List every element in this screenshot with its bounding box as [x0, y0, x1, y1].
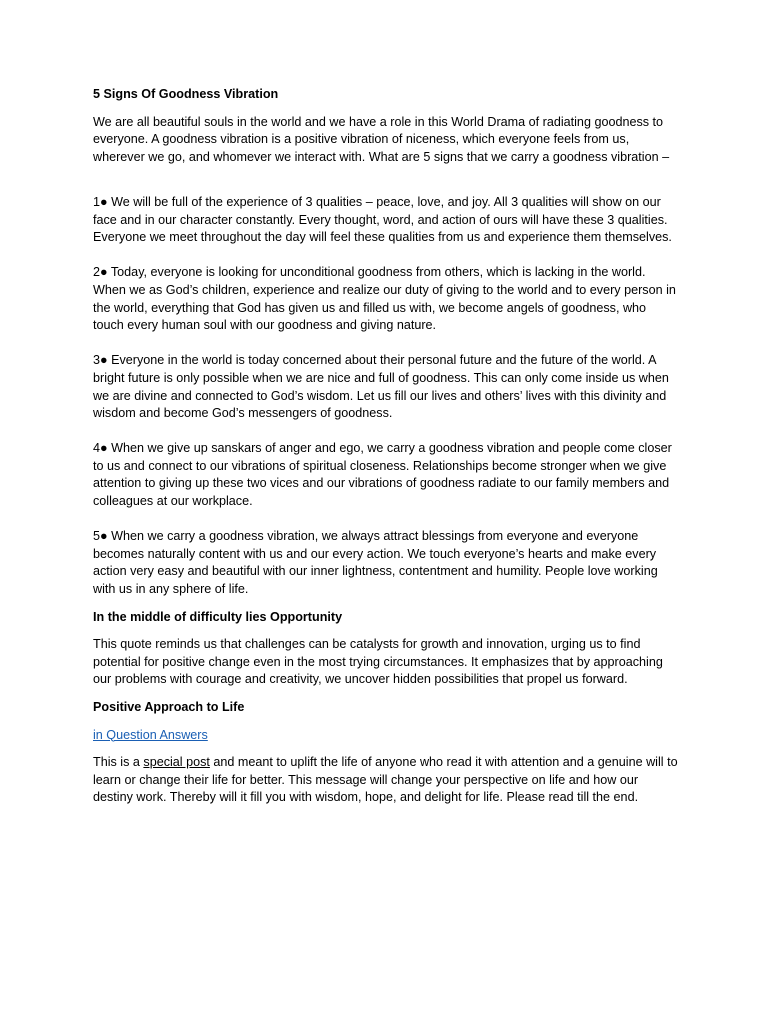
approach-body: [93, 754, 678, 807]
article-title: 5 Signs Of Goodness Vibration: [93, 87, 279, 101]
document-page: [93, 86, 678, 817]
point-5: 5● When we carry a goodness vibration, we always attract blessings from everyone and everyone becomes naturally content with us and our every action. We touch everyone’s hearts and make every action very easy and beautiful with our inner lightness, contentment and humility. People love working with us in any sphere of life.: [93, 529, 658, 597]
spacer: [93, 335, 678, 353]
category-link[interactable]: in Question Answers: [93, 727, 208, 742]
quote-heading: In the middle of difficulty lies Opportunity: [93, 609, 343, 624]
point-4: 4● When we give up sanskars of anger and ego, we carry a goodness vibration and people come closer to us and connect to our vibrations of spiritual closeness. Relationships become stronger when we give attention to giving up these two vices and our vibrations of goodness radiate to our family members and colleagues at our workplace.: [93, 441, 672, 509]
spacer: [93, 511, 678, 529]
point-1: 1● We will be full of the experience of 3 qualities – peace, love, and joy. All 3 qualities will show on our face and in our character constantly. Every thought, word, and action of ours will have these 3 qualities. Everyone we meet throughout the day will feel these qualities from us and experience them themselves.: [93, 194, 672, 245]
approach-body-start: This is a: [93, 755, 144, 770]
approach-heading: Positive Approach to Life: [93, 700, 245, 714]
point-2: 2● Today, everyone is looking for unconditional goodness from others, which is lacking in the world. When we as God’s children, experience and realize our duty of giving to the world and to every person in the world, everything that God has given us and filled us with, we become angels of goodness, who touch every human soul with our goodness and giving nature.: [93, 265, 676, 333]
category-link-line: [93, 727, 678, 745]
spacer: [93, 423, 678, 441]
article-intro: We are all beautiful souls in the world and we have a role in this World Drama of radiating goodness to everyone. A goodness vibration is a positive vibration of niceness, which everyone feels from us, wherever we go, and whomever we interact with. What are 5 signs that we carry a goodness vibration –: [93, 114, 670, 164]
spacer: [93, 176, 678, 194]
approach-body-rest: and meant to uplift the life of anyone who read it with attention and a genuine will to learn or change their life for better. This message will change your perspective on life and how our destiny work. Thereby will it fill you with wisdom, hope, and delight for life. Please read till the end.: [93, 755, 678, 805]
spacer: [93, 247, 678, 265]
special-post-text: special post: [143, 755, 210, 770]
quote-body: This quote reminds us that challenges can be catalysts for growth and innovation, urging us to find potential for positive change even in the most trying circumstances. It emphasizes that by approaching our problems with courage and creativity, we uncover hidden possibilities that propel us forward.: [93, 637, 663, 687]
point-3: 3● Everyone in the world is today concerned about their personal future and the future of the world. A bright future is only possible when we are nice and full of goodness. This can only come inside us when we are divine and connected to God’s wisdom. Let us fill our lives and others’ lives with this divinity and wisdom and become God’s messengers of goodness.: [93, 353, 669, 421]
